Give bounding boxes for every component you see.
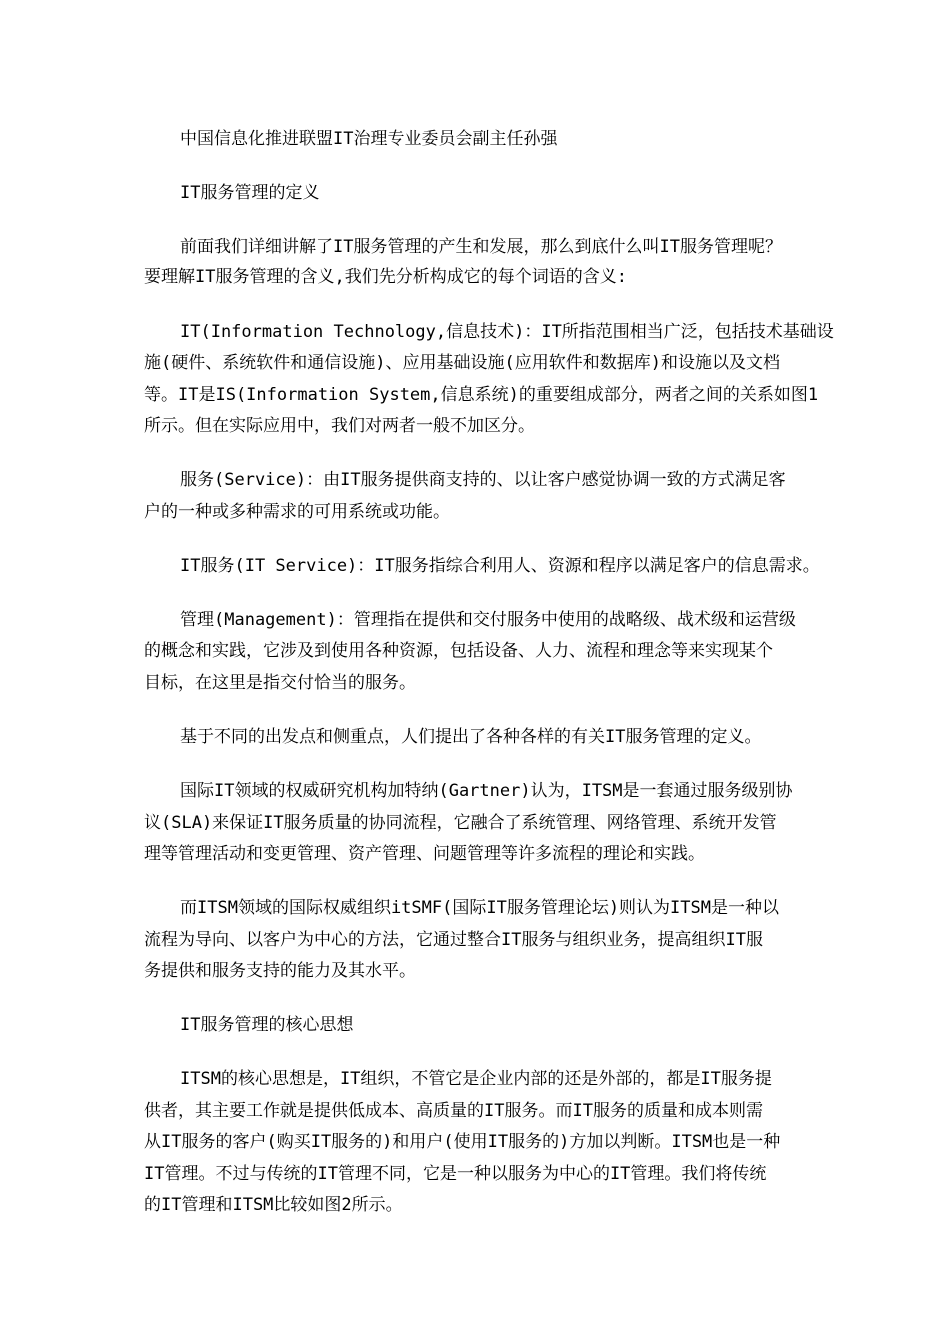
paragraph-line: 供者，其主要工作就是提供低成本、高质量的IT服务。而IT服务的质量和成本则需 [144, 1101, 763, 1121]
paragraph-line: IT服务(IT Service)：IT服务指综合利用人、资源和程序以满足客户的信息需求。 [180, 556, 820, 576]
paragraph-line: 流程为导向、以客户为中心的方法，它通过整合IT服务与组织业务，提高组织IT服 [144, 930, 763, 950]
paragraph-line: 管理(Management)：管理指在提供和交付服务中使用的战略级、战术级和运营级 [180, 610, 796, 630]
paragraph-line: 所示。但在实际应用中，我们对两者一般不加区分。 [144, 416, 535, 436]
section-heading-core-idea: IT服务管理的核心思想 [180, 1015, 354, 1035]
paragraph-line: 国际IT领域的权威研究机构加特纳(Gartner)认为，ITSM是一套通过服务级别协 [180, 781, 793, 801]
paragraph-line: 议(SLA)来保证IT服务质量的协同流程，它融合了系统管理、网络管理、系统开发管 [144, 813, 777, 833]
paragraph-line: 基于不同的出发点和侧重点，人们提出了各种各样的有关IT服务管理的定义。 [180, 727, 762, 747]
paragraph-line: 等。IT是IS(Information System,信息系统)的重要组成部分，两者之间的关系如图1 [144, 385, 819, 405]
paragraph-line: 的IT管理和ITSM比较如图2所示。 [144, 1195, 403, 1215]
paragraph-line: 户的一种或多种需求的可用系统或功能。 [144, 502, 450, 522]
paragraph-line: 的概念和实践，它涉及到使用各种资源，包括设备、人力、流程和理念等来实现某个 [144, 641, 773, 661]
paragraph-line: 而ITSM领域的国际权威组织itSMF(国际IT服务管理论坛)则认为ITSM是一种以 [180, 898, 779, 918]
paragraph-line: IT(Information Technology,信息技术)：IT所指范围相当广泛，包括技术基础设 [180, 322, 834, 342]
section-heading-definition: IT服务管理的定义 [180, 183, 320, 203]
paragraph-line: 从IT服务的客户(购买IT服务的)和用户(使用IT服务的)方加以判断。ITSM也是一种 [144, 1132, 781, 1152]
paragraph-line: 务提供和服务支持的能力及其水平。 [144, 961, 416, 981]
paragraph-line: 理等管理活动和变更管理、资产管理、问题管理等许多流程的理论和实践。 [144, 844, 705, 864]
paragraph-line: 施(硬件、系统软件和通信设施)、应用基础设施(应用软件和数据库)和设施以及文档 [144, 353, 780, 373]
paragraph-line: 服务(Service)：由IT服务提供商支持的、以让客户感觉协调一致的方式满足客 [180, 470, 786, 490]
paragraph-line: 要理解IT服务管理的含义,我们先分析构成它的每个词语的含义: [144, 267, 627, 287]
paragraph-line: IT管理。不过与传统的IT管理不同，它是一种以服务为中心的IT管理。我们将传统 [144, 1164, 767, 1184]
paragraph-line: 目标，在这里是指交付恰当的服务。 [144, 673, 416, 693]
paragraph-line: ITSM的核心思想是，IT组织，不管它是企业内部的还是外部的，都是IT服务提 [180, 1069, 772, 1089]
paragraph-line: 前面我们详细讲解了IT服务管理的产生和发展，那么到底什么叫IT服务管理呢？ [180, 237, 782, 257]
byline: 中国信息化推进联盟IT治理专业委员会副主任孙强 [180, 129, 558, 149]
